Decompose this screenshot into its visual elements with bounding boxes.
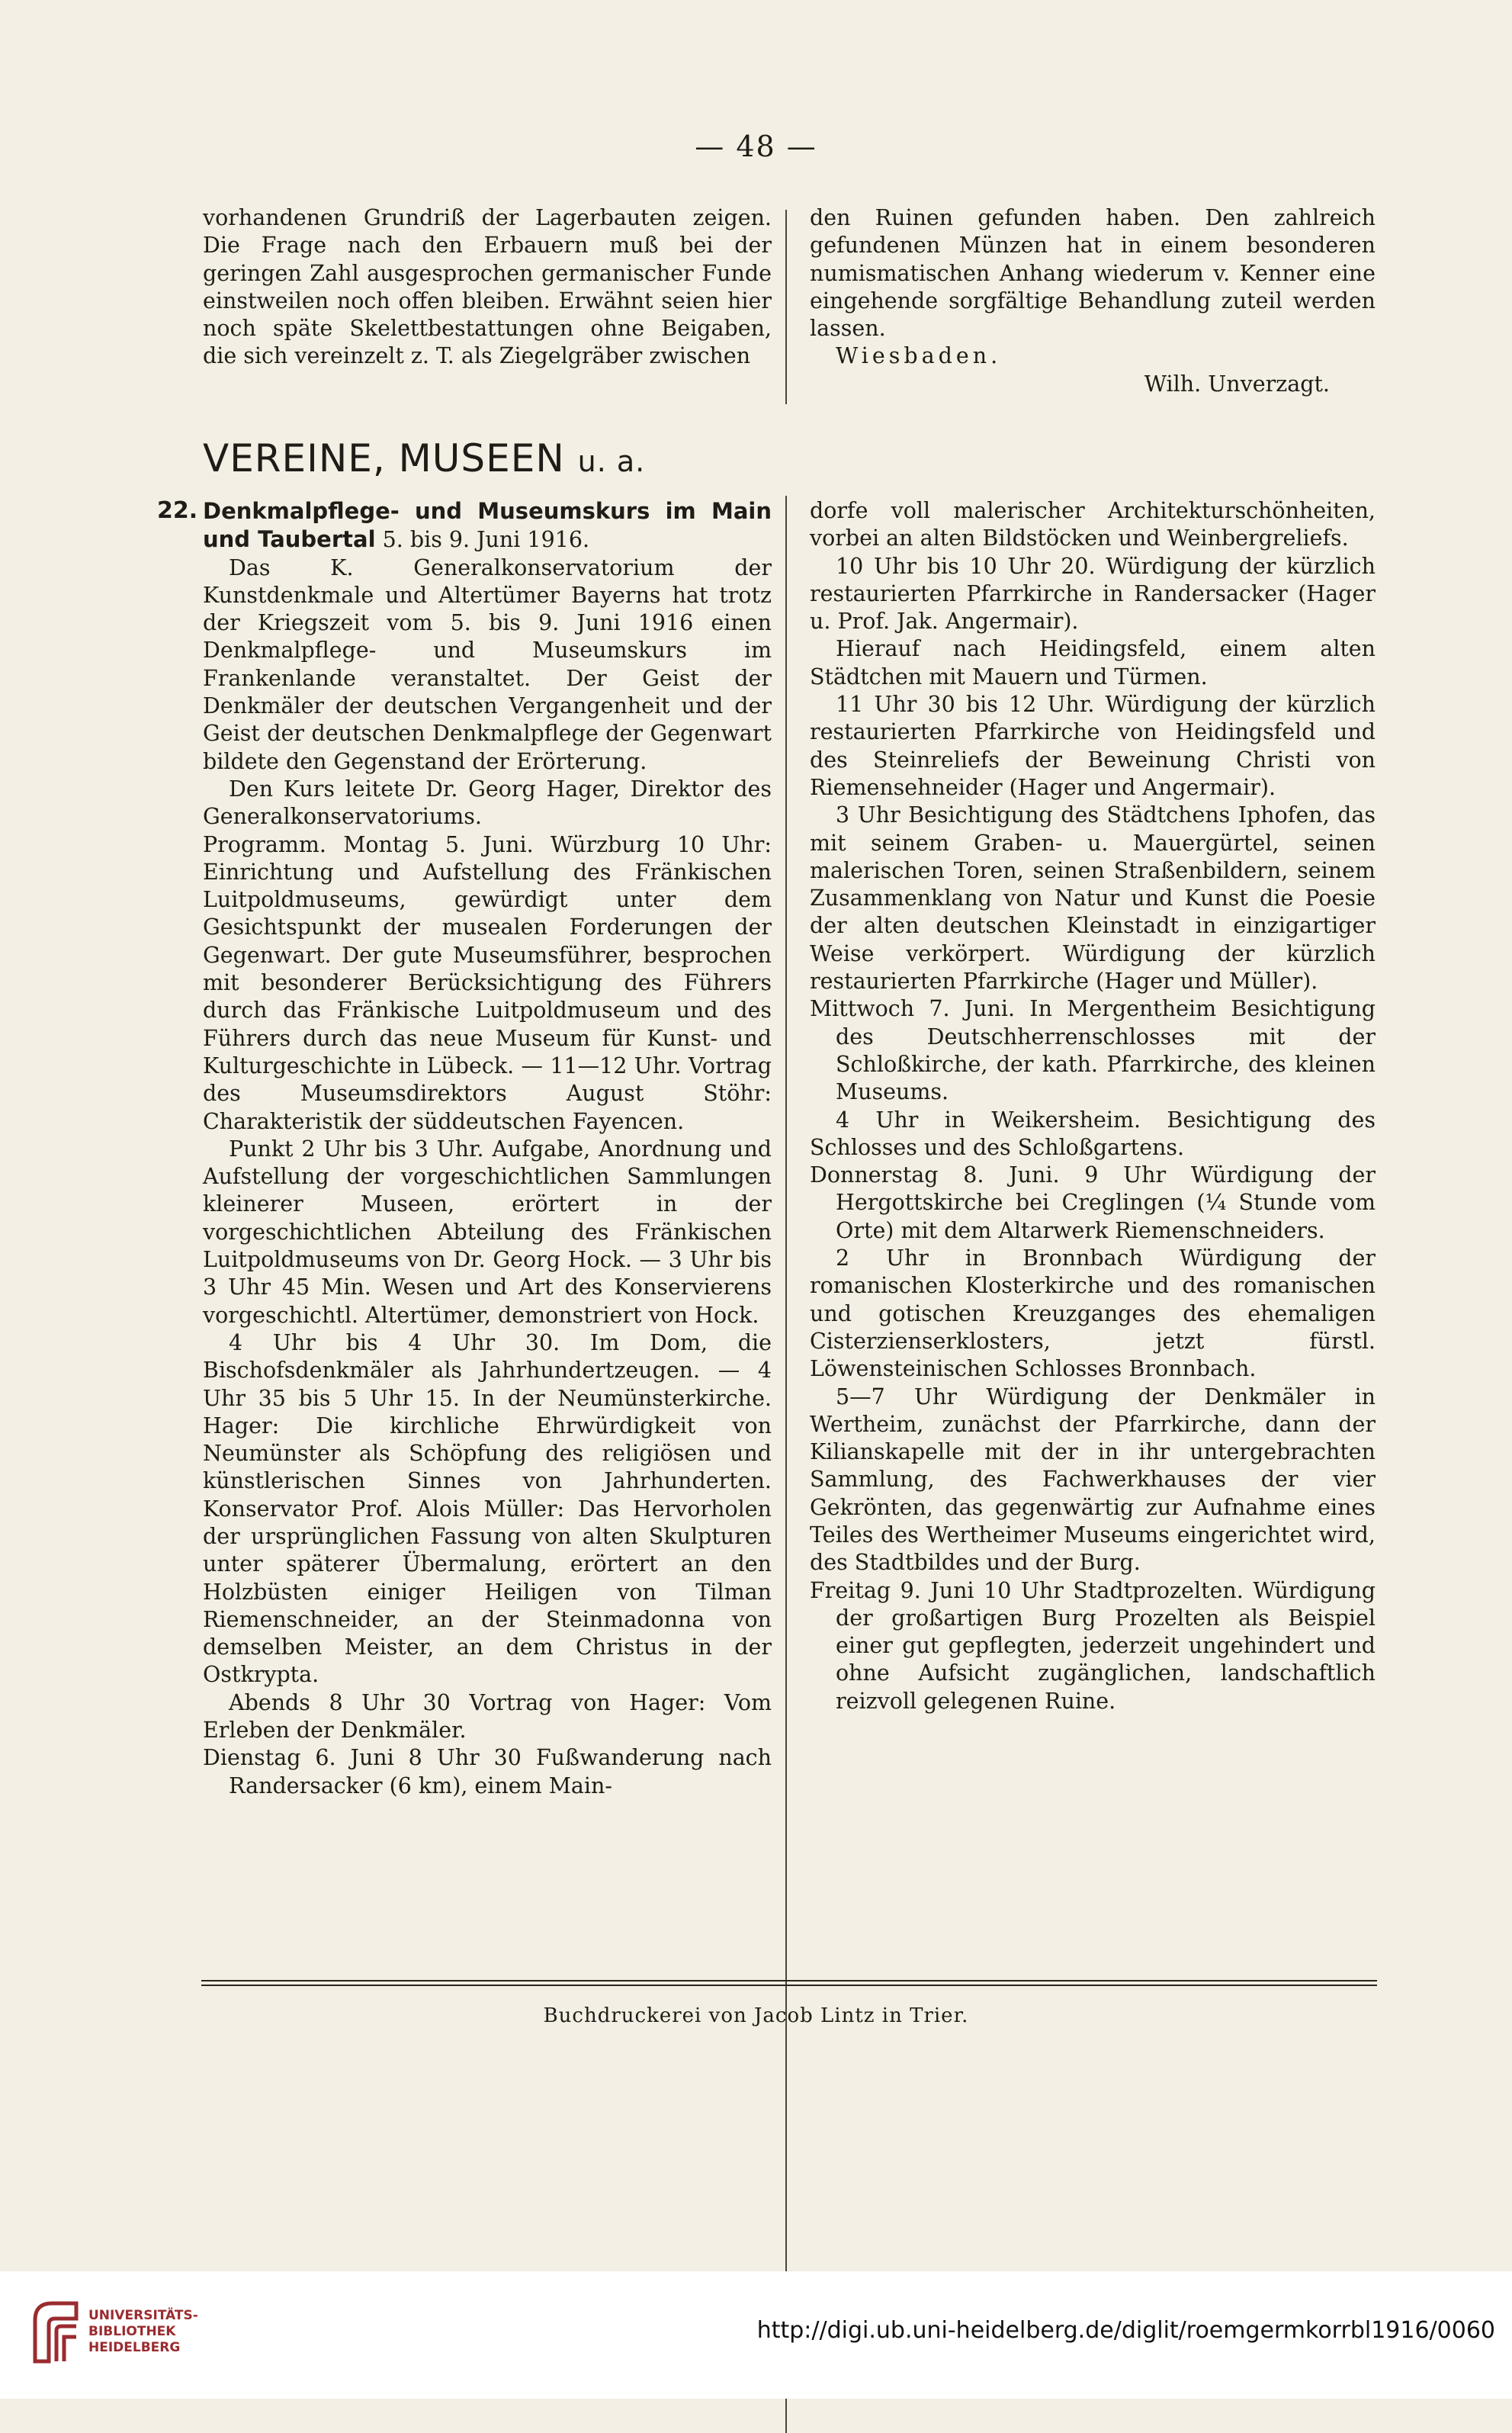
paragraph: Mittwoch 7. Juni. In Mergentheim Besichtigung des Deutschherrenschlosses mit der Schloßkirche, der kath. Pfarrkirche, des kleinen Museums. xyxy=(810,996,1376,1105)
top-right-text: den Ruinen gefunden haben. Den zahlreich gefundenen Münzen hat in einem besonderen numismatischen Anhang wiederum v. Kenner eine eingehende sorgfältige Behandlung zuteil werden lassen. xyxy=(810,205,1376,342)
section-heading-main: VEREINE, MUSEEN xyxy=(203,436,565,480)
place-line: Wiesbaden. xyxy=(836,343,1002,369)
library-logo-text xyxy=(88,2308,198,2356)
paragraph: 2 Uhr in Bronnbach Würdigung der romanischen Klosterkirche und des romanischen und gotischen Kreuzganges des ehemaligen Cisterzienserklosters, jetzt fürstl. Löwensteinischen Schlosses Bronnbach. xyxy=(810,1245,1376,1382)
paragraph: Den Kurs leitete Dr. Georg Hager, Direktor des Generalkonservatoriums. xyxy=(203,776,772,830)
source-url-link[interactable]: http://digi.ub.uni-heidelberg.de/diglit/roemgermkorrbl1916/0060 xyxy=(756,2317,1495,2344)
logo-line: HEIDELBERG xyxy=(88,2340,181,2355)
paragraph: Punkt 2 Uhr bis 3 Uhr. Aufgabe, Anordnung und Aufstellung der vorgeschichtlichen Sammlungen kleinerer Museen, erörtert in der vorgeschichtlichen Abteilung des Fränkischen Luitpoldmuseums von Dr. Georg Hock. — 3 Uhr bis 3 Uhr 45 Min. Wesen und Art des Konservierens vorgeschichtl. Altertümer, demonstriert von Hock. xyxy=(203,1136,772,1328)
paragraph: 4 Uhr bis 4 Uhr 30. Im Dom, die Bischofsdenkmäler als Jahrhundertzeugen. — 4 Uhr 35 bis 5 Uhr 15. In der Neumünsterkirche. Hager: Die kirchliche Ehrwürdigkeit von Neumünster als Schöpfung des religiösen und künstlerischen Sinnes von Jahrhunderten. Konservator Prof. Alois Müller: Das Hervorholen der ursprünglichen Fassung von alten Skulpturen unter späterer Übermalung, erörtert an den Holzbüsten einiger Heiligen von Tilman Riemenschneider, an der Steinmadonna von demselben Meister, an dem Christus in der Ostkrypta. xyxy=(203,1329,772,1688)
logo-line: UNIVERSITÄTS- xyxy=(88,2308,198,2323)
paragraph: 5—7 Uhr Würdigung der Denkmäler in Wertheim, zunächst der Pfarrkirche, dann der Kilianskapelle mit der in ihr untergebrachten Sammlung, des Fachwerkhauses der vier Gekrönten, das gegenwärtig zur Aufnahme eines Teiles des Wertheimer Museums eingerichtet wird, des Stadtbildes und der Burg. xyxy=(810,1384,1376,1576)
footer-rule xyxy=(201,1980,1377,1981)
article-title: Denkmalpflege- und Museumskurs im Main und Taubertal xyxy=(203,498,772,553)
library-footer xyxy=(0,2271,1512,2399)
article-title-date: 5. bis 9. Juni 1916. xyxy=(382,527,590,553)
top-left-column xyxy=(203,204,772,371)
paragraph: Das K. Generalkonservatorium der Kunstdenkmale und Altertümer Bayerns hat trotz der Kriegszeit vom 5. bis 9. Juni 1916 einen Denkmalpflege- und Museumskurs im Frankenlande veranstaltet. Der Geist der Denkmäler der deutschen Vergangenheit und der Geist der deutschen Denkmalpflege der Gegenwart bildete den Gegenstand der Erörterung. xyxy=(203,554,772,774)
paragraph: 11 Uhr 30 bis 12 Uhr. Würdigung der kürzlich restaurierten Pfarrkirche von Heidingsfeld und des Steinreliefs der Beweinung Christi von Riemensehneider (Hager und Angermair). xyxy=(810,692,1376,800)
article-title-line xyxy=(203,497,772,554)
column-divider-main xyxy=(785,496,787,2433)
paragraph: 3 Uhr Besichtigung des Städtchens Iphofen, das mit seinem Graben- u. Mauergürtel, seinen malerischen Toren, seinen Straßenbildern, seinem Zusammenklang von Natur und Kunst die Poesie der alten deutschen Kleinstadt in einzigartiger Weise verkörpert. Würdigung der kürzlich restaurierten Pfarrkirche (Hager und Müller). xyxy=(810,802,1376,995)
logo-line: BIBLIOTHEK xyxy=(88,2324,176,2339)
paragraph: Donnerstag 8. Juni. 9 Uhr Würdigung der Hergottskirche bei Creglingen (¼ Stunde vom Orte) mit dem Altarwerk Riemenschneiders. xyxy=(810,1162,1376,1243)
page-number: — 48 — xyxy=(695,130,817,163)
paragraph: dorfe voll malerischer Architekturschönheiten, vorbei an alten Bildstöcken und Weinbergreliefs. xyxy=(810,498,1376,551)
article-right-column xyxy=(810,497,1376,1715)
section-heading-small: u. a. xyxy=(577,445,646,478)
paragraph: Freitag 9. Juni 10 Uhr Stadtprozelten. Würdigung der großartigen Burg Prozelten als Beispiel einer gut gepflegten, jederzeit ungehindert und ohne Aufsicht zugänglichen, landschaftlich reizvoll gelegenen Ruine. xyxy=(810,1577,1376,1714)
top-left-text: vorhandenen Grundriß der Lagerbauten zeigen. Die Frage nach den Erbauern muß bei der geringen Zahl ausgesprochen germanischer Funde einstweilen noch offen bleiben. Erwähnt seien hier noch späte Skelettbestattungen ohne Beigaben, die sich vereinzelt z. T. als Ziegelgräber zwischen xyxy=(203,205,772,369)
paragraph: 4 Uhr in Weikersheim. Besichtigung des Schlosses und des Schloßgartens. xyxy=(810,1107,1376,1160)
top-right-column xyxy=(810,204,1376,398)
paragraph: Programm. Montag 5. Juni. Würzburg 10 Uhr: Einrichtung und Aufstellung des Fränkischen Luitpoldmuseums, gewürdigt unter dem Gesichtspunkt der musealen Forderungen der Gegenwart. Der gute Museumsführer, besprochen mit besonderer Berücksichtigung des Führers durch das Fränkische Luitpoldmuseum und des Führers durch das neue Museum für Kunst- und Kulturgeschichte in Lübeck. — 11—12 Uhr. Vortrag des Museumsdirektors August Stöhr: Charakteristik der süddeutschen Fayencen. xyxy=(203,831,772,1134)
paragraph: Abends 8 Uhr 30 Vortrag von Hager: Vom Erleben der Denkmäler. xyxy=(203,1689,772,1744)
footer-rule xyxy=(201,1985,1377,1986)
paragraph: Hierauf nach Heidingsfeld, einem alten Städtchen mit Mauern und Türmen. xyxy=(810,636,1376,689)
printer-imprint: Buchdruckerei von Jacob Lintz in Trier. xyxy=(543,2004,969,2027)
library-logo-icon xyxy=(29,2297,82,2364)
paragraph: Dienstag 6. Juni 8 Uhr 30 Fußwanderung nach Randersacker (6 km), einem Main- xyxy=(203,1745,772,1798)
paragraph: 10 Uhr bis 10 Uhr 20. Würdigung der kürzlich restaurierten Pfarrkirche in Randersacker (Hager u. Prof. Jak. Angermair). xyxy=(810,553,1376,635)
signature: Wilh. Unverzagt. xyxy=(1144,371,1330,397)
section-heading xyxy=(203,436,645,480)
article-left-column xyxy=(203,497,772,1800)
article-number: 22. xyxy=(157,497,198,524)
column-divider-top xyxy=(785,210,787,404)
